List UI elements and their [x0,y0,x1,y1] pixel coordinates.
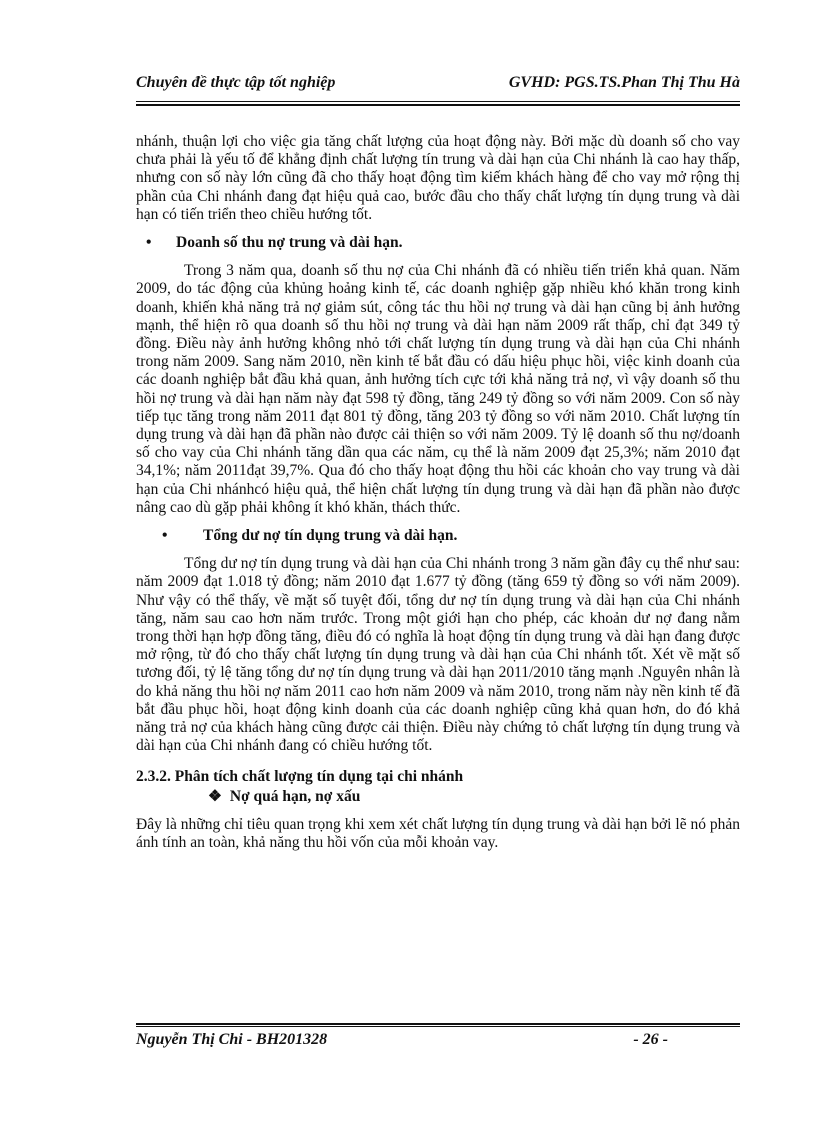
section-heading: 2.3.2. Phân tích chất lượng tín dụng tại chi nhánh [136,767,464,785]
page-body [136,133,740,852]
footer-rule-thin [136,1026,740,1027]
page-number: - 26 - [633,1031,668,1048]
paragraph-overdue-debt: Đây là những chỉ tiêu quan trọng khi xem xét chất lượng tín dụng trung và dài hạn bởi lẽ nó phản ánh tính an toàn, khả năng thu hồi vốn của mỗi khoản vay. [136,815,740,852]
header-rule-thin [136,101,740,102]
paragraph-outstanding-loans: Tổng dư nợ tín dụng trung và dài hạn của Chi nhánh trong 3 năm gần đây cụ thể như sau: năm 2009 đạt 1.018 tỷ đồng; năm 2010 đạt 1.677 tỷ đồng (tăng 659 tỷ đồng so với năm 2009). Như vậy có thể thấy, về mặt số tuyệt đối, tổng dư nợ tín dụng trung và dài hạn của Chi nhánh tăng, năm sau cao hơn năm trước. Trong một giới hạn cho phép, các khoản dư nợ đang nằm trong thời hạn hợp đồng tăng, điều đó có nghĩa là hoạt động tín dụng trung và dài hạn đang được mở rộng, từ đó cho thấy chất lượng tín dụng trung và dài hạn của Chi nhánh tốt. Xét về mặt số tương đối, tỷ lệ tăng tổng dư nợ tín dụng trung và dài hạn 2011/2010 tăng mạnh .Nguyên nhân là do khả năng thu hồi nợ năm 2011 cao hơn năm 2009 và năm 2010, trong năm này nền kinh tế đã bắt đầu phục hồi, hoạt động kinh doanh của các doanh nghiệp cũng khả quan hơn, do đó khả năng trả nợ của khách hàng cũng được cải thiện. Điều này chứng tỏ chất lượng tín dụng trung và dài hạn của Chi nhánh đang có chiều hướng tốt. [136,555,740,755]
paragraph-debt-collection: Trong 3 năm qua, doanh số thu nợ của Chi nhánh đã có nhiều tiến triển khả quan. Năm 2009, do tác động của khủng hoảng kinh tế, các doanh nghiệp gặp nhiều khó khăn trong kinh doanh, khiến khả năng trả nợ giảm sút, công tác thu hồi nợ trung và dài hạn cũng bị ảnh hưởng mạnh, thể hiện rõ qua doanh số thu hồi nợ trung và dài hạn năm 2009 rất thấp, chỉ đạt 349 tỷ đồng. Điều này ảnh hưởng không nhỏ tới chất lượng tín dụng trung và dài hạn của Chi nhánh trong năm 2009. Sang năm 2010, nền kinh tế bắt đầu có dấu hiệu phục hồi, việc kinh doanh của các doanh nghiệp bắt đầu khả quan, ảnh hưởng tích cực tới khả năng trả nợ, vì vậy doanh số thu hồi nợ trung và dài hạn năm này đạt 598 tỷ đồng, tăng 249 tỷ đồng so với năm 2009. Con số này tiếp tục tăng trong năm 2011 đạt 801 tỷ đồng, tăng 203 tỷ đồng so với năm 2010. Chất lượng tín dụng trung và dài hạn đã phần nào được cải thiện so với năm 2009. Tỷ lệ doanh số thu nợ/doanh số cho vay của Chi nhánh tăng dần qua các năm, cụ thể là năm 2009 đạt 25,3%; năm 2010 đạt 34,1%; năm 2011đạt 39,7%. Qua đó cho thấy hoạt động thu hồi các khoản cho vay trung và dài hạn của Chi nhánhcó hiệu quả, thể hiện chất lượng tín dụng trung và dài hạn đã phần nào được nâng cao dù gặp phải không ít khó khăn, thách thức. [136,262,740,516]
bullet-heading-debt-collection [136,234,740,252]
header-document-title: Chuyên đề thực tập tốt nghiệp [136,74,336,91]
header-rule-thick [136,104,740,106]
page-header [136,74,740,100]
footer-rule-thick [136,1023,740,1025]
sub-heading-text: Nợ quá hạn, nợ xấu [229,787,361,805]
bullet-heading-text: Doanh số thu nợ trung và dài hạn. [176,234,403,252]
header-supervisor: GVHD: PGS.TS.Phan Thị Thu Hà [508,74,740,91]
diamond-bullet-icon: ❖ [208,787,222,805]
bullet-icon: • [162,527,168,545]
paragraph-intro: nhánh, thuận lợi cho việc gia tăng chất lượng của hoạt động này. Bởi mặc dù doanh số cho vay chưa phải là yếu tố để khẳng định chất lượng tín trung và dài hạn của Chi nhánh là cao hay thấp, nhưng con số này lớn cũng đã cho thấy hoạt động tìm kiếm khách hàng để cho vay mở rộng thị phần của Chi nhánh đang đạt hiệu quả cao, bước đầu cho thấy chất lượng tín dụng trung và dài hạn có tiến triển theo chiều hướng tốt. [136,133,740,223]
sub-heading-overdue-debt [208,788,740,806]
page-footer [136,1031,740,1055]
bullet-heading-outstanding-loans [136,527,740,545]
bullet-heading-text: Tổng dư nợ tín dụng trung và dài hạn. [203,527,458,545]
bullet-icon: • [146,234,152,252]
footer-author: Nguyễn Thị Chi - BH201328 [136,1031,328,1048]
